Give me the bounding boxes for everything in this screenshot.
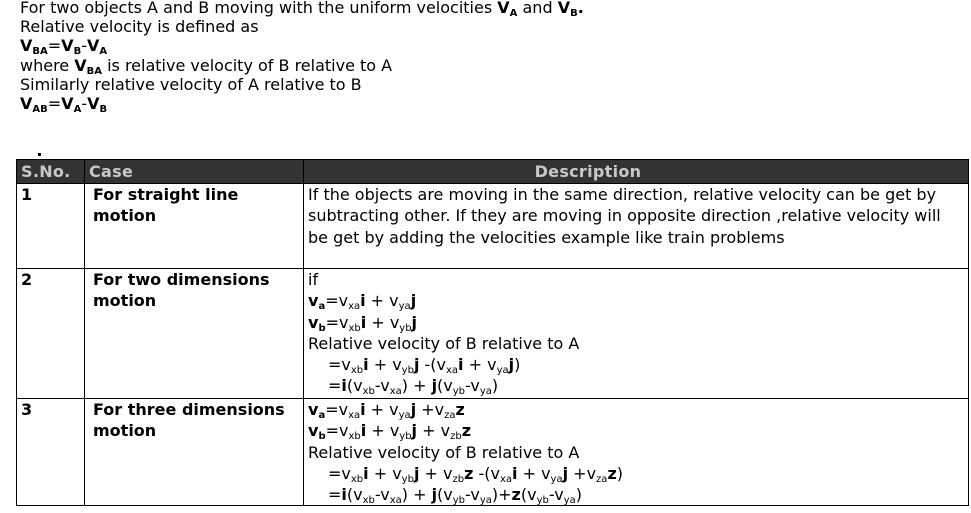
formula-va-3d: $v_a=v_{xa}i + v_{ya}j +v_{za}z$ (308, 400, 465, 421)
relative-text-2d: Relative velocity of B relative to A (308, 333, 580, 353)
formula-vb-2d: $v_b=v_{xb}i + v_{yb}j$ (308, 312, 418, 334)
formula-va-2d: $v_a=v_{xa}i + v_{ya}j$ (308, 291, 417, 313)
va-symbol: $V_A$ (497, 0, 518, 19)
row-case: For two dimensions motion (85, 269, 304, 399)
header-case: Case (85, 160, 304, 184)
intro-line-4: where $V_{BA}$ is relative velocity of B relative to A (20, 55, 393, 77)
row-sno: 2 (17, 269, 85, 399)
equation-vba: $V_{BA}=V_B-V_A$ (20, 36, 108, 58)
row-description (304, 399, 969, 506)
intro-line-2: Relative velocity is defined as (20, 17, 259, 37)
intro-text (20, 0, 584, 116)
formula-result-2d: $=i(v_{xb}-v_{xa}) + j(v_{yb}-v_{ya})$ (328, 376, 499, 398)
formula-vb-3d: $v_b=v_{xb}i + v_{yb}j + v_{zb}z$ (308, 421, 471, 443)
formula-diff-2d: $=v_{xb}i + v_{yb}j$ $-(v_{xa}i + v_{ya}j)$ (328, 355, 521, 377)
intro-line-5: Similarly relative velocity of A relative to B (20, 74, 362, 94)
table-row (17, 399, 969, 506)
row-sno: 1 (17, 184, 85, 269)
formula-result-3d: $=i(v_{xb}-v_{xa}) + j(v_{yb}-v_{ya})+z(v_{yb}-v_{ya})$ (328, 485, 582, 507)
intro-line-1-text: For two objects A and B moving with the uniform velocities (20, 0, 498, 17)
intro-line-1 (20, 0, 584, 17)
stray-dot (38, 153, 41, 156)
and-word: and (517, 0, 558, 17)
header-sno: S.No. (17, 160, 85, 184)
equation-vab: $V_{AB}=V_A-V_B$ (20, 94, 108, 116)
relative-velocity-table (16, 159, 969, 506)
row-description: If the objects are moving in the same direction, relative velocity can be get by subtracting other. If they are moving in opposite direction ,relative velocity will be get by adding the velocities example like train problems (304, 184, 969, 269)
vb-symbol: $V_B$. (557, 0, 584, 19)
row-case: For straight line motion (85, 184, 304, 269)
formula-diff-3d: $=v_{xb}i + v_{yb}j + v_{zb}z$ $-(v_{xa}i + v_{ya}j +v_{za}z)$ (328, 463, 623, 485)
table-header-row (17, 160, 969, 184)
table-row (17, 269, 969, 399)
table-row (17, 184, 969, 269)
relative-text-3d: Relative velocity of B relative to A (308, 442, 580, 462)
header-description: Description (304, 160, 969, 184)
if-word: if (308, 270, 319, 289)
row-case: For three dimensions motion (85, 399, 304, 506)
row-sno: 3 (17, 399, 85, 506)
row-description (304, 269, 969, 399)
